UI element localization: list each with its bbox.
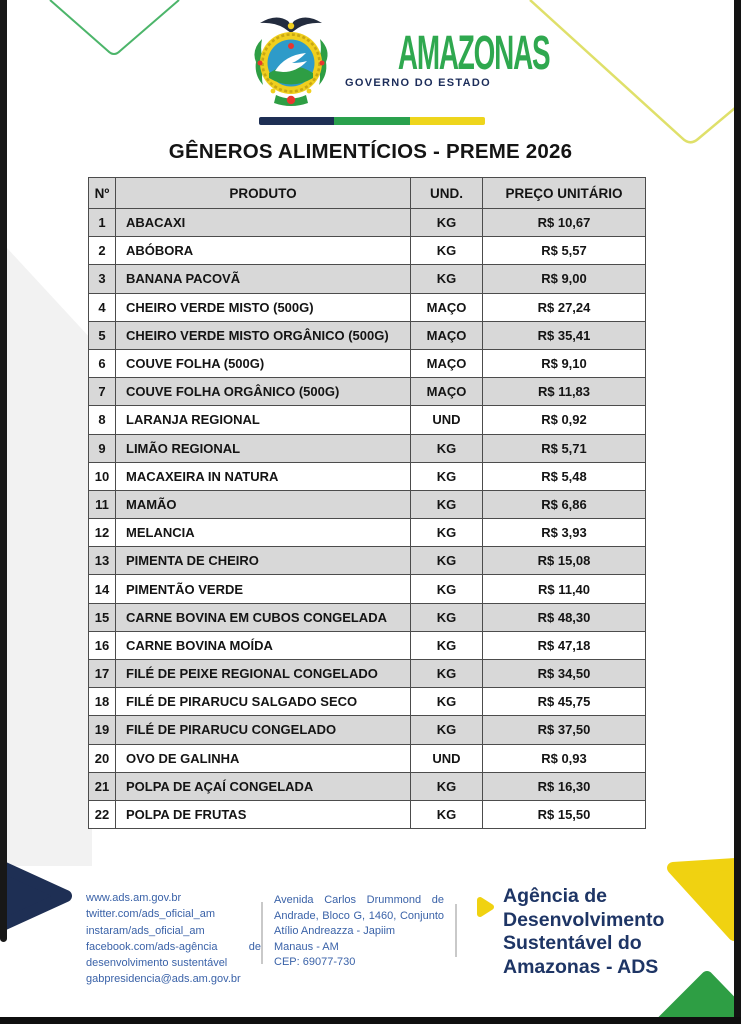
address-line: Atílio Andreazza - Japiim xyxy=(274,925,396,938)
unit-cell: KG xyxy=(411,265,483,293)
row-number-cell: 19 xyxy=(89,716,116,744)
product-cell: CHEIRO VERDE MISTO (500G) xyxy=(116,293,411,321)
table-row xyxy=(89,631,646,659)
price-cell: R$ 34,50 xyxy=(483,660,646,688)
unit-cell: MAÇO xyxy=(411,349,483,377)
table-row xyxy=(89,575,646,603)
price-table xyxy=(88,177,646,829)
price-cell: R$ 15,50 xyxy=(483,800,646,828)
row-number-cell: 13 xyxy=(89,547,116,575)
row-number-cell: 3 xyxy=(89,265,116,293)
price-cell: R$ 37,50 xyxy=(483,716,646,744)
table-row xyxy=(89,688,646,716)
product-cell: MACAXEIRA IN NATURA xyxy=(116,462,411,490)
row-number-cell: 4 xyxy=(89,293,116,321)
brand-text-block xyxy=(343,27,550,89)
product-cell: CARNE BOVINA EM CUBOS CONGELADA xyxy=(116,603,411,631)
price-cell: R$ 27,24 xyxy=(483,293,646,321)
unit-cell: KG xyxy=(411,688,483,716)
row-number-cell: 8 xyxy=(89,406,116,434)
price-cell: R$ 5,71 xyxy=(483,434,646,462)
unit-cell: KG xyxy=(411,716,483,744)
price-cell: R$ 9,00 xyxy=(483,265,646,293)
footer-link-line: gabpresidencia@ads.am.gov.br xyxy=(86,973,241,986)
footer-link-line: twitter.com/ads_oficial_am xyxy=(86,908,215,921)
unit-cell: MAÇO xyxy=(411,321,483,349)
row-number-cell: 21 xyxy=(89,772,116,800)
footer-divider xyxy=(261,902,263,964)
address-line: Andrade, Bloco G, 1460, Conjunto xyxy=(274,909,444,922)
address-line: CEP: 69077-730 xyxy=(274,956,356,969)
header-unit: UND. xyxy=(411,178,483,209)
table-row xyxy=(89,237,646,265)
agency-name-line: Sustentável do xyxy=(503,932,642,954)
product-cell: POLPA DE FRUTAS xyxy=(116,800,411,828)
price-cell: R$ 9,10 xyxy=(483,349,646,377)
unit-cell: KG xyxy=(411,519,483,547)
header-unit-price: PREÇO UNITÁRIO xyxy=(483,178,646,209)
photo-edge-bottom xyxy=(0,1017,741,1024)
row-number-cell: 10 xyxy=(89,462,116,490)
price-cell: R$ 10,67 xyxy=(483,209,646,237)
price-cell: R$ 5,57 xyxy=(483,237,646,265)
product-cell: OVO DE GALINHA xyxy=(116,744,411,772)
product-cell: FILÉ DE PIRARUCU CONGELADO xyxy=(116,716,411,744)
unit-cell: KG xyxy=(411,800,483,828)
tricolor-brand-bar xyxy=(259,117,485,125)
agency-name-line: Agência de xyxy=(503,885,608,907)
row-number-cell: 15 xyxy=(89,603,116,631)
price-cell: R$ 11,83 xyxy=(483,378,646,406)
price-cell: R$ 6,86 xyxy=(483,490,646,518)
unit-cell: KG xyxy=(411,237,483,265)
table-row xyxy=(89,293,646,321)
row-number-cell: 14 xyxy=(89,575,116,603)
price-cell: R$ 16,30 xyxy=(483,772,646,800)
photo-edge-right xyxy=(734,0,741,1024)
table-row xyxy=(89,321,646,349)
footer-divider xyxy=(455,904,457,957)
price-cell: R$ 0,93 xyxy=(483,744,646,772)
product-cell: COUVE FOLHA (500G) xyxy=(116,349,411,377)
product-cell: FILÉ DE PIRARUCU SALGADO SECO xyxy=(116,688,411,716)
price-cell: R$ 45,75 xyxy=(483,688,646,716)
row-number-cell: 16 xyxy=(89,631,116,659)
unit-cell: KG xyxy=(411,462,483,490)
price-cell: R$ 47,18 xyxy=(483,631,646,659)
row-number-cell: 9 xyxy=(89,434,116,462)
footer-links-block xyxy=(86,890,261,988)
address-line: Manaus - AM xyxy=(274,940,339,953)
unit-cell: KG xyxy=(411,631,483,659)
product-cell: POLPA DE AÇAÍ CONGELADA xyxy=(116,772,411,800)
table-row xyxy=(89,547,646,575)
table-row xyxy=(89,406,646,434)
unit-cell: KG xyxy=(411,490,483,518)
product-cell: FILÉ DE PEIXE REGIONAL CONGELADO xyxy=(116,660,411,688)
table-header-row xyxy=(89,178,646,209)
row-number-cell: 1 xyxy=(89,209,116,237)
row-number-cell: 7 xyxy=(89,378,116,406)
product-cell: LARANJA REGIONAL xyxy=(116,406,411,434)
product-cell: CARNE BOVINA MOÍDA xyxy=(116,631,411,659)
price-cell: R$ 11,40 xyxy=(483,575,646,603)
photo-edge-left xyxy=(0,0,7,942)
bar-segment-green xyxy=(334,117,409,125)
header-number: Nº xyxy=(89,178,116,209)
row-number-cell: 6 xyxy=(89,349,116,377)
row-number-cell: 11 xyxy=(89,490,116,518)
price-cell: R$ 5,48 xyxy=(483,462,646,490)
unit-cell: KG xyxy=(411,547,483,575)
price-cell: R$ 3,93 xyxy=(483,519,646,547)
row-number-cell: 5 xyxy=(89,321,116,349)
product-cell: BANANA PACOVÃ xyxy=(116,265,411,293)
footer-link-line: facebook.com/ads-agência de xyxy=(86,940,261,953)
unit-cell: KG xyxy=(411,434,483,462)
table-row xyxy=(89,744,646,772)
unit-cell: UND xyxy=(411,406,483,434)
footer-link-line: www.ads.am.gov.br xyxy=(86,892,182,904)
brand-name: AMAZONAS xyxy=(397,27,550,80)
header-product: PRODUTO xyxy=(116,178,411,209)
product-cell: PIMENTA DE CHEIRO xyxy=(116,547,411,575)
row-number-cell: 18 xyxy=(89,688,116,716)
footer-address-block xyxy=(274,893,444,971)
table-row xyxy=(89,519,646,547)
table-row xyxy=(89,378,646,406)
agency-name-line: Desenvolvimento xyxy=(503,908,665,931)
product-cell: MAMÃO xyxy=(116,490,411,518)
unit-cell: KG xyxy=(411,603,483,631)
government-logo xyxy=(0,12,741,110)
footer-link-line: desenvolvimento sustentável xyxy=(86,957,228,970)
unit-cell: KG xyxy=(411,209,483,237)
product-cell: PIMENTÃO VERDE xyxy=(116,575,411,603)
bottom-left-triangle-decoration xyxy=(0,850,80,945)
price-cell: R$ 35,41 xyxy=(483,321,646,349)
price-cell: R$ 15,08 xyxy=(483,547,646,575)
amazonas-coat-of-arms-icon xyxy=(248,12,334,110)
product-cell: CHEIRO VERDE MISTO ORGÂNICO (500G) xyxy=(116,321,411,349)
row-number-cell: 22 xyxy=(89,800,116,828)
unit-cell: KG xyxy=(411,660,483,688)
table-row xyxy=(89,772,646,800)
unit-cell: KG xyxy=(411,575,483,603)
bar-segment-navy xyxy=(259,117,334,125)
agency-name-line: Amazonas - ADS xyxy=(503,955,659,978)
unit-cell: MAÇO xyxy=(411,378,483,406)
table-row xyxy=(89,209,646,237)
table-row xyxy=(89,716,646,744)
unit-cell: KG xyxy=(411,772,483,800)
table-row xyxy=(89,660,646,688)
play-arrow-icon xyxy=(476,896,496,918)
row-number-cell: 2 xyxy=(89,237,116,265)
table-row xyxy=(89,603,646,631)
row-number-cell: 17 xyxy=(89,660,116,688)
table-row xyxy=(89,265,646,293)
unit-cell: UND xyxy=(411,744,483,772)
price-cell: R$ 48,30 xyxy=(483,603,646,631)
product-cell: ABACAXI xyxy=(116,209,411,237)
product-cell: LIMÃO REGIONAL xyxy=(116,434,411,462)
table-row xyxy=(89,349,646,377)
product-cell: ABÓBORA xyxy=(116,237,411,265)
brand-tagline: GOVERNO DO ESTADO xyxy=(345,77,491,89)
product-cell: COUVE FOLHA ORGÂNICO (500G) xyxy=(116,378,411,406)
agency-name-block xyxy=(503,885,683,979)
table-row xyxy=(89,800,646,828)
address-line: Avenida Carlos Drummond de xyxy=(274,894,444,906)
unit-cell: MAÇO xyxy=(411,293,483,321)
row-number-cell: 20 xyxy=(89,744,116,772)
page-title: GÊNEROS ALIMENTÍCIOS - PREME 2026 xyxy=(168,140,573,163)
table-row xyxy=(89,462,646,490)
product-cell: MELANCIA xyxy=(116,519,411,547)
bar-segment-yellow xyxy=(410,117,485,125)
table-row xyxy=(89,434,646,462)
price-cell: R$ 0,92 xyxy=(483,406,646,434)
footer-link-line: instaram/ads_oficial_am xyxy=(86,924,205,937)
row-number-cell: 12 xyxy=(89,519,116,547)
table-row xyxy=(89,490,646,518)
